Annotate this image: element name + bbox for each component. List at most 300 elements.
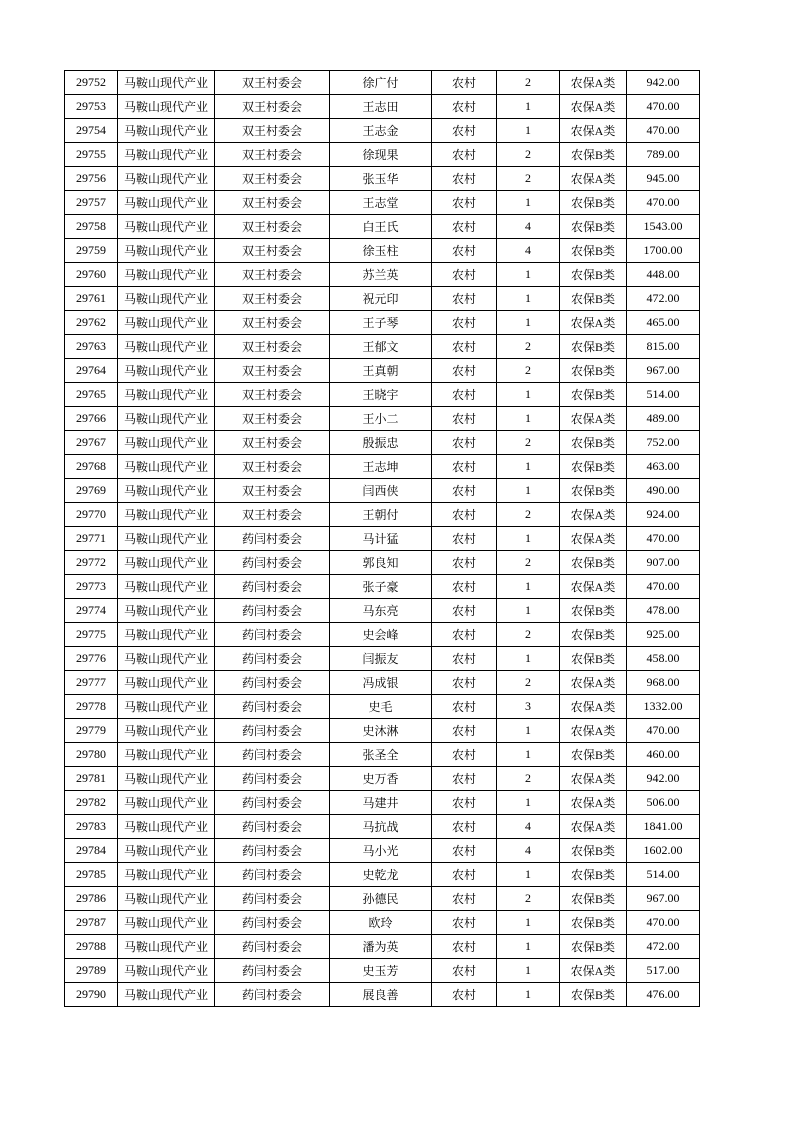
amount-value: 470.00 xyxy=(627,719,700,743)
org-name: 马鞍山现代产业 xyxy=(118,935,215,959)
person-name: 马东亮 xyxy=(330,599,432,623)
village-committee: 药闫村委会 xyxy=(215,815,330,839)
table-row xyxy=(65,167,700,191)
record-id: 29763 xyxy=(65,335,118,359)
record-id: 29774 xyxy=(65,599,118,623)
village-committee: 药闫村委会 xyxy=(215,647,330,671)
table-row xyxy=(65,815,700,839)
village-committee: 双王村委会 xyxy=(215,143,330,167)
table-body xyxy=(65,71,700,1007)
table-row xyxy=(65,119,700,143)
amount-value: 1841.00 xyxy=(627,815,700,839)
amount-value: 460.00 xyxy=(627,743,700,767)
insurance-category: 农保A类 xyxy=(560,695,627,719)
person-count: 1 xyxy=(497,383,560,407)
person-name: 郭良知 xyxy=(330,551,432,575)
record-id: 29756 xyxy=(65,167,118,191)
table-row xyxy=(65,695,700,719)
person-count: 2 xyxy=(497,551,560,575)
insurance-category: 农保B类 xyxy=(560,287,627,311)
record-id: 29757 xyxy=(65,191,118,215)
record-id: 29754 xyxy=(65,119,118,143)
org-name: 马鞍山现代产业 xyxy=(118,983,215,1007)
insurance-category: 农保B类 xyxy=(560,551,627,575)
area-type: 农村 xyxy=(432,215,497,239)
record-id: 29771 xyxy=(65,527,118,551)
org-name: 马鞍山现代产业 xyxy=(118,119,215,143)
amount-value: 1700.00 xyxy=(627,239,700,263)
record-id: 29759 xyxy=(65,239,118,263)
insurance-category: 农保B类 xyxy=(560,839,627,863)
record-id: 29780 xyxy=(65,743,118,767)
insurance-category: 农保B类 xyxy=(560,359,627,383)
person-name: 王朝付 xyxy=(330,503,432,527)
table-row xyxy=(65,431,700,455)
table-row xyxy=(65,479,700,503)
org-name: 马鞍山现代产业 xyxy=(118,575,215,599)
table-row xyxy=(65,503,700,527)
person-count: 1 xyxy=(497,959,560,983)
insurance-category: 农保A类 xyxy=(560,71,627,95)
amount-value: 967.00 xyxy=(627,887,700,911)
area-type: 农村 xyxy=(432,791,497,815)
org-name: 马鞍山现代产业 xyxy=(118,599,215,623)
insurance-category: 农保A类 xyxy=(560,719,627,743)
area-type: 农村 xyxy=(432,839,497,863)
area-type: 农村 xyxy=(432,527,497,551)
area-type: 农村 xyxy=(432,431,497,455)
person-name: 史玉芳 xyxy=(330,959,432,983)
insurance-category: 农保B类 xyxy=(560,215,627,239)
village-committee: 双王村委会 xyxy=(215,335,330,359)
record-id: 29790 xyxy=(65,983,118,1007)
record-id: 29755 xyxy=(65,143,118,167)
person-count: 2 xyxy=(497,767,560,791)
table-row xyxy=(65,239,700,263)
amount-value: 1602.00 xyxy=(627,839,700,863)
person-count: 1 xyxy=(497,599,560,623)
amount-value: 463.00 xyxy=(627,455,700,479)
area-type: 农村 xyxy=(432,695,497,719)
area-type: 农村 xyxy=(432,575,497,599)
person-count: 2 xyxy=(497,503,560,527)
insurance-category: 农保A类 xyxy=(560,119,627,143)
person-name: 殷振忠 xyxy=(330,431,432,455)
person-name: 王志金 xyxy=(330,119,432,143)
insurance-category: 农保A类 xyxy=(560,311,627,335)
table-row xyxy=(65,359,700,383)
table-row xyxy=(65,311,700,335)
org-name: 马鞍山现代产业 xyxy=(118,623,215,647)
amount-value: 472.00 xyxy=(627,287,700,311)
area-type: 农村 xyxy=(432,911,497,935)
person-count: 2 xyxy=(497,359,560,383)
record-id: 29773 xyxy=(65,575,118,599)
amount-value: 924.00 xyxy=(627,503,700,527)
amount-value: 815.00 xyxy=(627,335,700,359)
insurance-category: 农保B类 xyxy=(560,887,627,911)
amount-value: 967.00 xyxy=(627,359,700,383)
table-row xyxy=(65,839,700,863)
table-row xyxy=(65,527,700,551)
record-id: 29778 xyxy=(65,695,118,719)
area-type: 农村 xyxy=(432,359,497,383)
record-id: 29753 xyxy=(65,95,118,119)
person-name: 王晓宇 xyxy=(330,383,432,407)
record-id: 29766 xyxy=(65,407,118,431)
village-committee: 双王村委会 xyxy=(215,239,330,263)
insurance-category: 农保A类 xyxy=(560,671,627,695)
area-type: 农村 xyxy=(432,503,497,527)
village-committee: 双王村委会 xyxy=(215,311,330,335)
org-name: 马鞍山现代产业 xyxy=(118,71,215,95)
village-committee: 药闫村委会 xyxy=(215,695,330,719)
person-count: 1 xyxy=(497,911,560,935)
person-name: 闫振友 xyxy=(330,647,432,671)
area-type: 农村 xyxy=(432,119,497,143)
person-count: 1 xyxy=(497,479,560,503)
person-name: 王子琴 xyxy=(330,311,432,335)
area-type: 农村 xyxy=(432,311,497,335)
amount-value: 470.00 xyxy=(627,575,700,599)
person-name: 王志坤 xyxy=(330,455,432,479)
table-row xyxy=(65,959,700,983)
insurance-category: 农保B类 xyxy=(560,455,627,479)
amount-value: 458.00 xyxy=(627,647,700,671)
area-type: 农村 xyxy=(432,191,497,215)
insurance-category: 农保A类 xyxy=(560,575,627,599)
table-row xyxy=(65,455,700,479)
insurance-category: 农保B类 xyxy=(560,191,627,215)
amount-value: 476.00 xyxy=(627,983,700,1007)
table-row xyxy=(65,263,700,287)
insurance-category: 农保A类 xyxy=(560,767,627,791)
person-name: 史毛 xyxy=(330,695,432,719)
amount-value: 925.00 xyxy=(627,623,700,647)
insurance-category: 农保A类 xyxy=(560,527,627,551)
village-committee: 双王村委会 xyxy=(215,503,330,527)
village-committee: 双王村委会 xyxy=(215,431,330,455)
person-name: 史乾龙 xyxy=(330,863,432,887)
amount-value: 942.00 xyxy=(627,71,700,95)
org-name: 马鞍山现代产业 xyxy=(118,311,215,335)
org-name: 马鞍山现代产业 xyxy=(118,407,215,431)
person-name: 马建井 xyxy=(330,791,432,815)
amount-value: 472.00 xyxy=(627,935,700,959)
person-name: 徐玉柱 xyxy=(330,239,432,263)
insurance-category: 农保B类 xyxy=(560,143,627,167)
table-row xyxy=(65,719,700,743)
org-name: 马鞍山现代产业 xyxy=(118,527,215,551)
person-count: 1 xyxy=(497,527,560,551)
village-committee: 双王村委会 xyxy=(215,479,330,503)
village-committee: 双王村委会 xyxy=(215,95,330,119)
person-name: 王志田 xyxy=(330,95,432,119)
person-count: 1 xyxy=(497,743,560,767)
insurance-category: 农保B类 xyxy=(560,263,627,287)
record-id: 29762 xyxy=(65,311,118,335)
record-id: 29776 xyxy=(65,647,118,671)
amount-value: 752.00 xyxy=(627,431,700,455)
person-name: 王小二 xyxy=(330,407,432,431)
amount-value: 945.00 xyxy=(627,167,700,191)
record-id: 29786 xyxy=(65,887,118,911)
amount-value: 517.00 xyxy=(627,959,700,983)
insurance-category: 农保A类 xyxy=(560,791,627,815)
village-committee: 双王村委会 xyxy=(215,263,330,287)
person-name: 马小光 xyxy=(330,839,432,863)
insurance-category: 农保B类 xyxy=(560,335,627,359)
area-type: 农村 xyxy=(432,143,497,167)
insurance-category: 农保B类 xyxy=(560,239,627,263)
person-count: 2 xyxy=(497,71,560,95)
org-name: 马鞍山现代产业 xyxy=(118,335,215,359)
table-row xyxy=(65,215,700,239)
area-type: 农村 xyxy=(432,335,497,359)
person-name: 孙德民 xyxy=(330,887,432,911)
table-row xyxy=(65,143,700,167)
village-committee: 双王村委会 xyxy=(215,71,330,95)
record-id: 29764 xyxy=(65,359,118,383)
record-id: 29785 xyxy=(65,863,118,887)
table-row xyxy=(65,551,700,575)
amount-value: 478.00 xyxy=(627,599,700,623)
amount-value: 470.00 xyxy=(627,119,700,143)
area-type: 农村 xyxy=(432,719,497,743)
village-committee: 药闫村委会 xyxy=(215,767,330,791)
table-row xyxy=(65,191,700,215)
person-count: 1 xyxy=(497,791,560,815)
org-name: 马鞍山现代产业 xyxy=(118,791,215,815)
record-id: 29787 xyxy=(65,911,118,935)
village-committee: 药闫村委会 xyxy=(215,743,330,767)
person-count: 1 xyxy=(497,647,560,671)
person-count: 1 xyxy=(497,95,560,119)
area-type: 农村 xyxy=(432,815,497,839)
table-row xyxy=(65,911,700,935)
person-name: 马抗战 xyxy=(330,815,432,839)
area-type: 农村 xyxy=(432,623,497,647)
record-id: 29752 xyxy=(65,71,118,95)
person-count: 1 xyxy=(497,719,560,743)
record-id: 29788 xyxy=(65,935,118,959)
person-count: 4 xyxy=(497,815,560,839)
org-name: 马鞍山现代产业 xyxy=(118,239,215,263)
org-name: 马鞍山现代产业 xyxy=(118,167,215,191)
village-committee: 药闫村委会 xyxy=(215,551,330,575)
person-count: 1 xyxy=(497,407,560,431)
amount-value: 1332.00 xyxy=(627,695,700,719)
person-count: 2 xyxy=(497,887,560,911)
insurance-category: 农保B类 xyxy=(560,623,627,647)
village-committee: 药闫村委会 xyxy=(215,575,330,599)
org-name: 马鞍山现代产业 xyxy=(118,551,215,575)
insurance-category: 农保B类 xyxy=(560,431,627,455)
person-name: 王真朝 xyxy=(330,359,432,383)
area-type: 农村 xyxy=(432,647,497,671)
person-count: 1 xyxy=(497,575,560,599)
amount-value: 470.00 xyxy=(627,527,700,551)
org-name: 马鞍山现代产业 xyxy=(118,647,215,671)
insurance-category: 农保B类 xyxy=(560,647,627,671)
village-committee: 双王村委会 xyxy=(215,455,330,479)
table-row xyxy=(65,407,700,431)
insurance-category: 农保B类 xyxy=(560,911,627,935)
insurance-category: 农保B类 xyxy=(560,743,627,767)
person-name: 闫西侠 xyxy=(330,479,432,503)
record-id: 29760 xyxy=(65,263,118,287)
record-id: 29770 xyxy=(65,503,118,527)
org-name: 马鞍山现代产业 xyxy=(118,359,215,383)
person-name: 欧玲 xyxy=(330,911,432,935)
insurance-category: 农保B类 xyxy=(560,863,627,887)
area-type: 农村 xyxy=(432,95,497,119)
area-type: 农村 xyxy=(432,863,497,887)
person-count: 1 xyxy=(497,311,560,335)
person-name: 徐现果 xyxy=(330,143,432,167)
org-name: 马鞍山现代产业 xyxy=(118,839,215,863)
org-name: 马鞍山现代产业 xyxy=(118,959,215,983)
record-id: 29781 xyxy=(65,767,118,791)
person-name: 潘为英 xyxy=(330,935,432,959)
area-type: 农村 xyxy=(432,239,497,263)
insurance-category: 农保A类 xyxy=(560,503,627,527)
table-row xyxy=(65,671,700,695)
amount-value: 514.00 xyxy=(627,383,700,407)
person-count: 2 xyxy=(497,143,560,167)
village-committee: 药闫村委会 xyxy=(215,911,330,935)
village-committee: 双王村委会 xyxy=(215,383,330,407)
area-type: 农村 xyxy=(432,287,497,311)
org-name: 马鞍山现代产业 xyxy=(118,719,215,743)
area-type: 农村 xyxy=(432,599,497,623)
person-count: 4 xyxy=(497,239,560,263)
area-type: 农村 xyxy=(432,935,497,959)
village-committee: 药闫村委会 xyxy=(215,719,330,743)
area-type: 农村 xyxy=(432,71,497,95)
amount-value: 470.00 xyxy=(627,95,700,119)
record-id: 29779 xyxy=(65,719,118,743)
person-name: 张子豪 xyxy=(330,575,432,599)
table-row xyxy=(65,647,700,671)
area-type: 农村 xyxy=(432,671,497,695)
data-table xyxy=(64,70,700,1007)
insurance-category: 农保B类 xyxy=(560,935,627,959)
area-type: 农村 xyxy=(432,743,497,767)
record-id: 29783 xyxy=(65,815,118,839)
record-id: 29789 xyxy=(65,959,118,983)
org-name: 马鞍山现代产业 xyxy=(118,287,215,311)
insurance-category: 农保B类 xyxy=(560,479,627,503)
village-committee: 药闫村委会 xyxy=(215,839,330,863)
table-row xyxy=(65,383,700,407)
area-type: 农村 xyxy=(432,167,497,191)
amount-value: 907.00 xyxy=(627,551,700,575)
village-committee: 双王村委会 xyxy=(215,359,330,383)
person-name: 史会峰 xyxy=(330,623,432,647)
table-row xyxy=(65,743,700,767)
org-name: 马鞍山现代产业 xyxy=(118,191,215,215)
person-name: 王郁文 xyxy=(330,335,432,359)
table-row xyxy=(65,887,700,911)
amount-value: 489.00 xyxy=(627,407,700,431)
person-count: 2 xyxy=(497,623,560,647)
village-committee: 双王村委会 xyxy=(215,167,330,191)
insurance-category: 农保A类 xyxy=(560,167,627,191)
person-count: 3 xyxy=(497,695,560,719)
person-name: 祝元印 xyxy=(330,287,432,311)
amount-value: 1543.00 xyxy=(627,215,700,239)
org-name: 马鞍山现代产业 xyxy=(118,431,215,455)
village-committee: 药闫村委会 xyxy=(215,935,330,959)
village-committee: 双王村委会 xyxy=(215,407,330,431)
record-id: 29769 xyxy=(65,479,118,503)
village-committee: 药闫村委会 xyxy=(215,623,330,647)
amount-value: 968.00 xyxy=(627,671,700,695)
amount-value: 448.00 xyxy=(627,263,700,287)
person-count: 1 xyxy=(497,935,560,959)
village-committee: 双王村委会 xyxy=(215,287,330,311)
org-name: 马鞍山现代产业 xyxy=(118,95,215,119)
record-id: 29784 xyxy=(65,839,118,863)
org-name: 马鞍山现代产业 xyxy=(118,767,215,791)
area-type: 农村 xyxy=(432,455,497,479)
village-committee: 双王村委会 xyxy=(215,119,330,143)
org-name: 马鞍山现代产业 xyxy=(118,263,215,287)
person-name: 王志堂 xyxy=(330,191,432,215)
record-id: 29761 xyxy=(65,287,118,311)
insurance-category: 农保A类 xyxy=(560,959,627,983)
village-committee: 药闫村委会 xyxy=(215,983,330,1007)
area-type: 农村 xyxy=(432,959,497,983)
table-row xyxy=(65,95,700,119)
person-name: 白王氏 xyxy=(330,215,432,239)
person-name: 马计猛 xyxy=(330,527,432,551)
person-count: 2 xyxy=(497,167,560,191)
org-name: 马鞍山现代产业 xyxy=(118,815,215,839)
amount-value: 789.00 xyxy=(627,143,700,167)
person-count: 1 xyxy=(497,455,560,479)
village-committee: 药闫村委会 xyxy=(215,671,330,695)
person-name: 史沐淋 xyxy=(330,719,432,743)
person-name: 张玉华 xyxy=(330,167,432,191)
org-name: 马鞍山现代产业 xyxy=(118,695,215,719)
amount-value: 514.00 xyxy=(627,863,700,887)
org-name: 马鞍山现代产业 xyxy=(118,887,215,911)
insurance-category: 农保B类 xyxy=(560,983,627,1007)
org-name: 马鞍山现代产业 xyxy=(118,503,215,527)
area-type: 农村 xyxy=(432,767,497,791)
table-row xyxy=(65,791,700,815)
village-committee: 药闫村委会 xyxy=(215,863,330,887)
person-count: 1 xyxy=(497,983,560,1007)
amount-value: 470.00 xyxy=(627,911,700,935)
amount-value: 465.00 xyxy=(627,311,700,335)
record-id: 29758 xyxy=(65,215,118,239)
org-name: 马鞍山现代产业 xyxy=(118,383,215,407)
person-name: 冯成银 xyxy=(330,671,432,695)
area-type: 农村 xyxy=(432,383,497,407)
village-committee: 双王村委会 xyxy=(215,191,330,215)
table-row xyxy=(65,335,700,359)
amount-value: 470.00 xyxy=(627,191,700,215)
insurance-category: 农保A类 xyxy=(560,815,627,839)
person-count: 2 xyxy=(497,431,560,455)
person-count: 1 xyxy=(497,119,560,143)
person-name: 史万香 xyxy=(330,767,432,791)
table-row xyxy=(65,983,700,1007)
area-type: 农村 xyxy=(432,479,497,503)
